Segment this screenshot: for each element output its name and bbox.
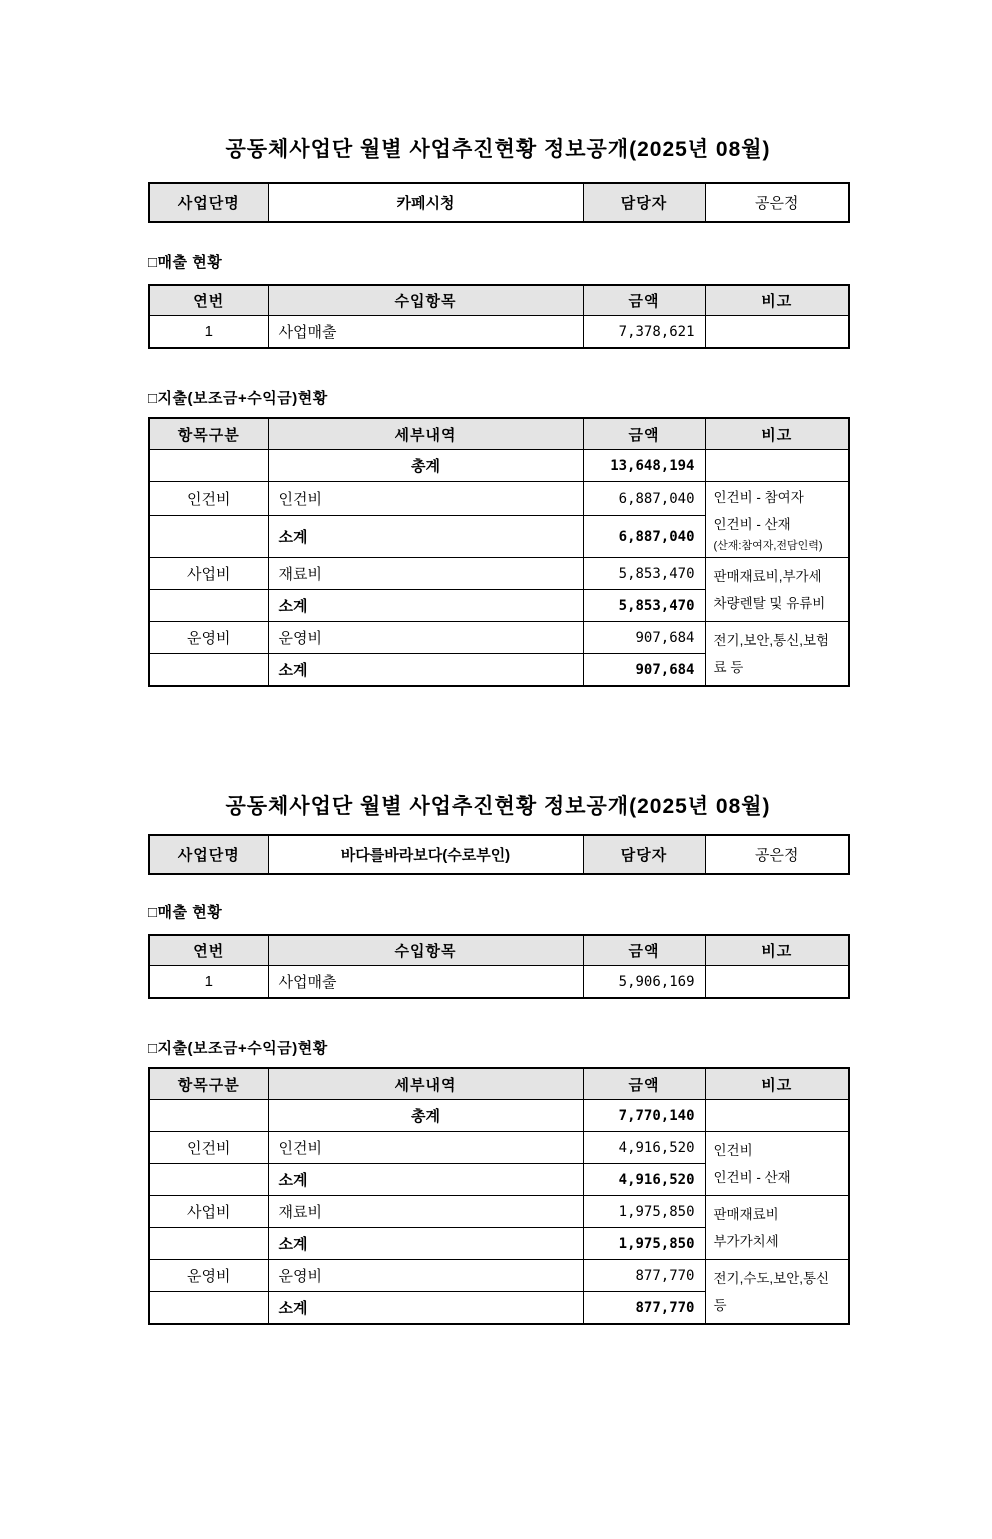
section1-expense-table bbox=[148, 417, 850, 687]
org-value-cell: 바다를바라보다(수로부인) bbox=[268, 835, 583, 874]
subtotal-amount: 4,916,520 bbox=[583, 1164, 705, 1196]
category-cell: 인건비 bbox=[149, 482, 268, 516]
col-amount: 금액 bbox=[583, 1068, 705, 1100]
row-note bbox=[705, 966, 849, 999]
col-category: 항목구분 bbox=[149, 418, 268, 450]
note-line: 전기,수도,보안,통신 등 bbox=[713, 1270, 830, 1313]
row-no: 1 bbox=[149, 966, 268, 999]
subtotal-amount: 1,975,850 bbox=[583, 1228, 705, 1260]
empty-cell bbox=[149, 450, 268, 482]
section2-title: 공동체사업단 월별 사업추진현황 정보공개(2025년 08월) bbox=[225, 795, 771, 818]
amount-cell: 1,975,850 bbox=[583, 1196, 705, 1228]
col-category: 항목구분 bbox=[149, 1068, 268, 1100]
category-cell: 인건비 bbox=[149, 1132, 268, 1164]
section1-info-table bbox=[148, 182, 850, 223]
sales-data-row bbox=[149, 966, 849, 999]
note-cell-labor bbox=[705, 482, 849, 558]
group-row-labor bbox=[149, 482, 849, 516]
expense-heading: □지출(보조금+수익금)현황 bbox=[148, 1040, 328, 1057]
section2-sales-table bbox=[148, 934, 850, 999]
detail-cell: 인건비 bbox=[268, 482, 583, 516]
empty-cell bbox=[149, 1228, 268, 1260]
document-content bbox=[148, 136, 848, 1325]
category-cell: 사업비 bbox=[149, 558, 268, 590]
manager-label-cell: 담당자 bbox=[583, 183, 705, 222]
row-amount: 5,906,169 bbox=[583, 966, 705, 999]
row-item: 사업매출 bbox=[268, 966, 583, 999]
section2-info-table bbox=[148, 834, 850, 875]
empty-cell bbox=[149, 1292, 268, 1325]
empty-cell bbox=[149, 1164, 268, 1196]
empty-cell bbox=[149, 654, 268, 687]
sales-data-row bbox=[149, 316, 849, 349]
section1-title: 공동체사업단 월별 사업추진현황 정보공개(2025년 08월) bbox=[225, 138, 771, 161]
org-label-cell: 사업단명 bbox=[149, 835, 268, 874]
info-row bbox=[149, 183, 849, 222]
col-no: 연번 bbox=[149, 285, 268, 316]
sales-heading: □매출 현황 bbox=[148, 904, 223, 921]
note-cell-business bbox=[705, 558, 849, 622]
sales-header-row bbox=[149, 285, 849, 316]
note-line: 인건비 - 참여자 bbox=[713, 490, 804, 505]
note-line: 인건비 - 산재 bbox=[713, 517, 791, 532]
col-note: 비고 bbox=[705, 285, 849, 316]
section1-sales-table bbox=[148, 284, 850, 349]
manager-value-cell: 공은정 bbox=[705, 835, 849, 874]
section2-expense-table bbox=[148, 1067, 850, 1325]
col-note: 비고 bbox=[705, 935, 849, 966]
total-row bbox=[149, 1100, 849, 1132]
subtotal-label: 소계 bbox=[268, 590, 583, 622]
col-note: 비고 bbox=[705, 1068, 849, 1100]
amount-cell: 907,684 bbox=[583, 622, 705, 654]
manager-label-cell: 담당자 bbox=[583, 835, 705, 874]
col-amount: 금액 bbox=[583, 285, 705, 316]
category-cell: 운영비 bbox=[149, 1260, 268, 1292]
info-row bbox=[149, 835, 849, 874]
col-amount: 금액 bbox=[583, 935, 705, 966]
col-income-item: 수입항목 bbox=[268, 935, 583, 966]
note-cell-business bbox=[705, 1196, 849, 1260]
note-line: 부가가치세 bbox=[713, 1233, 779, 1249]
category-cell: 운영비 bbox=[149, 622, 268, 654]
note-line: 인건비 bbox=[713, 1142, 753, 1158]
expense-heading: □지출(보조금+수익금)현황 bbox=[148, 390, 328, 407]
org-value-cell: 카페시청 bbox=[268, 183, 583, 222]
detail-cell: 인건비 bbox=[268, 1132, 583, 1164]
total-label: 총계 bbox=[268, 1100, 583, 1132]
note-line: 전기,보안,통신,보험료 등 bbox=[713, 632, 830, 675]
note-line: 차량렌탈 및 유류비 bbox=[713, 595, 826, 611]
expense-header-row bbox=[149, 1068, 849, 1100]
empty-cell bbox=[705, 1100, 849, 1132]
group-row-business bbox=[149, 558, 849, 590]
amount-cell: 6,887,040 bbox=[583, 482, 705, 516]
col-detail: 세부내역 bbox=[268, 1068, 583, 1100]
subtotal-amount: 907,684 bbox=[583, 654, 705, 687]
note-line: 판매재료비,부가세 bbox=[713, 568, 822, 584]
note-line-small: (산재:참여자,전담인력) bbox=[713, 540, 823, 552]
detail-cell: 재료비 bbox=[268, 1196, 583, 1228]
subtotal-label: 소계 bbox=[268, 654, 583, 687]
col-amount: 금액 bbox=[583, 418, 705, 450]
total-amount: 7,770,140 bbox=[583, 1100, 705, 1132]
row-item: 사업매출 bbox=[268, 316, 583, 349]
group-row-operating bbox=[149, 622, 849, 654]
subtotal-label: 소계 bbox=[268, 1164, 583, 1196]
group-row-business bbox=[149, 1196, 849, 1228]
group-row-operating bbox=[149, 1260, 849, 1292]
sales-header-row bbox=[149, 935, 849, 966]
col-income-item: 수입항목 bbox=[268, 285, 583, 316]
row-amount: 7,378,621 bbox=[583, 316, 705, 349]
org-label-cell: 사업단명 bbox=[149, 183, 268, 222]
note-cell-operating bbox=[705, 622, 849, 687]
row-no: 1 bbox=[149, 316, 268, 349]
empty-cell bbox=[149, 590, 268, 622]
expense-header-row bbox=[149, 418, 849, 450]
amount-cell: 5,853,470 bbox=[583, 558, 705, 590]
note-cell-operating bbox=[705, 1260, 849, 1325]
total-row bbox=[149, 450, 849, 482]
detail-cell: 운영비 bbox=[268, 622, 583, 654]
empty-cell bbox=[705, 450, 849, 482]
empty-cell bbox=[149, 516, 268, 558]
empty-cell bbox=[149, 1100, 268, 1132]
document-page bbox=[0, 136, 992, 1539]
manager-value-cell: 공은정 bbox=[705, 183, 849, 222]
amount-cell: 877,770 bbox=[583, 1260, 705, 1292]
subtotal-amount: 5,853,470 bbox=[583, 590, 705, 622]
sales-heading: □매출 현황 bbox=[148, 254, 223, 271]
subtotal-amount: 6,887,040 bbox=[583, 516, 705, 558]
note-line: 인건비 - 산재 bbox=[713, 1169, 791, 1185]
group-row-labor bbox=[149, 1132, 849, 1164]
col-note: 비고 bbox=[705, 418, 849, 450]
subtotal-label: 소계 bbox=[268, 516, 583, 558]
category-cell: 사업비 bbox=[149, 1196, 268, 1228]
col-no: 연번 bbox=[149, 935, 268, 966]
row-note bbox=[705, 316, 849, 349]
subtotal-amount: 877,770 bbox=[583, 1292, 705, 1325]
col-detail: 세부내역 bbox=[268, 418, 583, 450]
note-cell-labor bbox=[705, 1132, 849, 1196]
amount-cell: 4,916,520 bbox=[583, 1132, 705, 1164]
note-line: 판매재료비 bbox=[713, 1206, 779, 1222]
detail-cell: 운영비 bbox=[268, 1260, 583, 1292]
detail-cell: 재료비 bbox=[268, 558, 583, 590]
total-label: 총계 bbox=[268, 450, 583, 482]
subtotal-label: 소계 bbox=[268, 1292, 583, 1325]
total-amount: 13,648,194 bbox=[583, 450, 705, 482]
subtotal-label: 소계 bbox=[268, 1228, 583, 1260]
